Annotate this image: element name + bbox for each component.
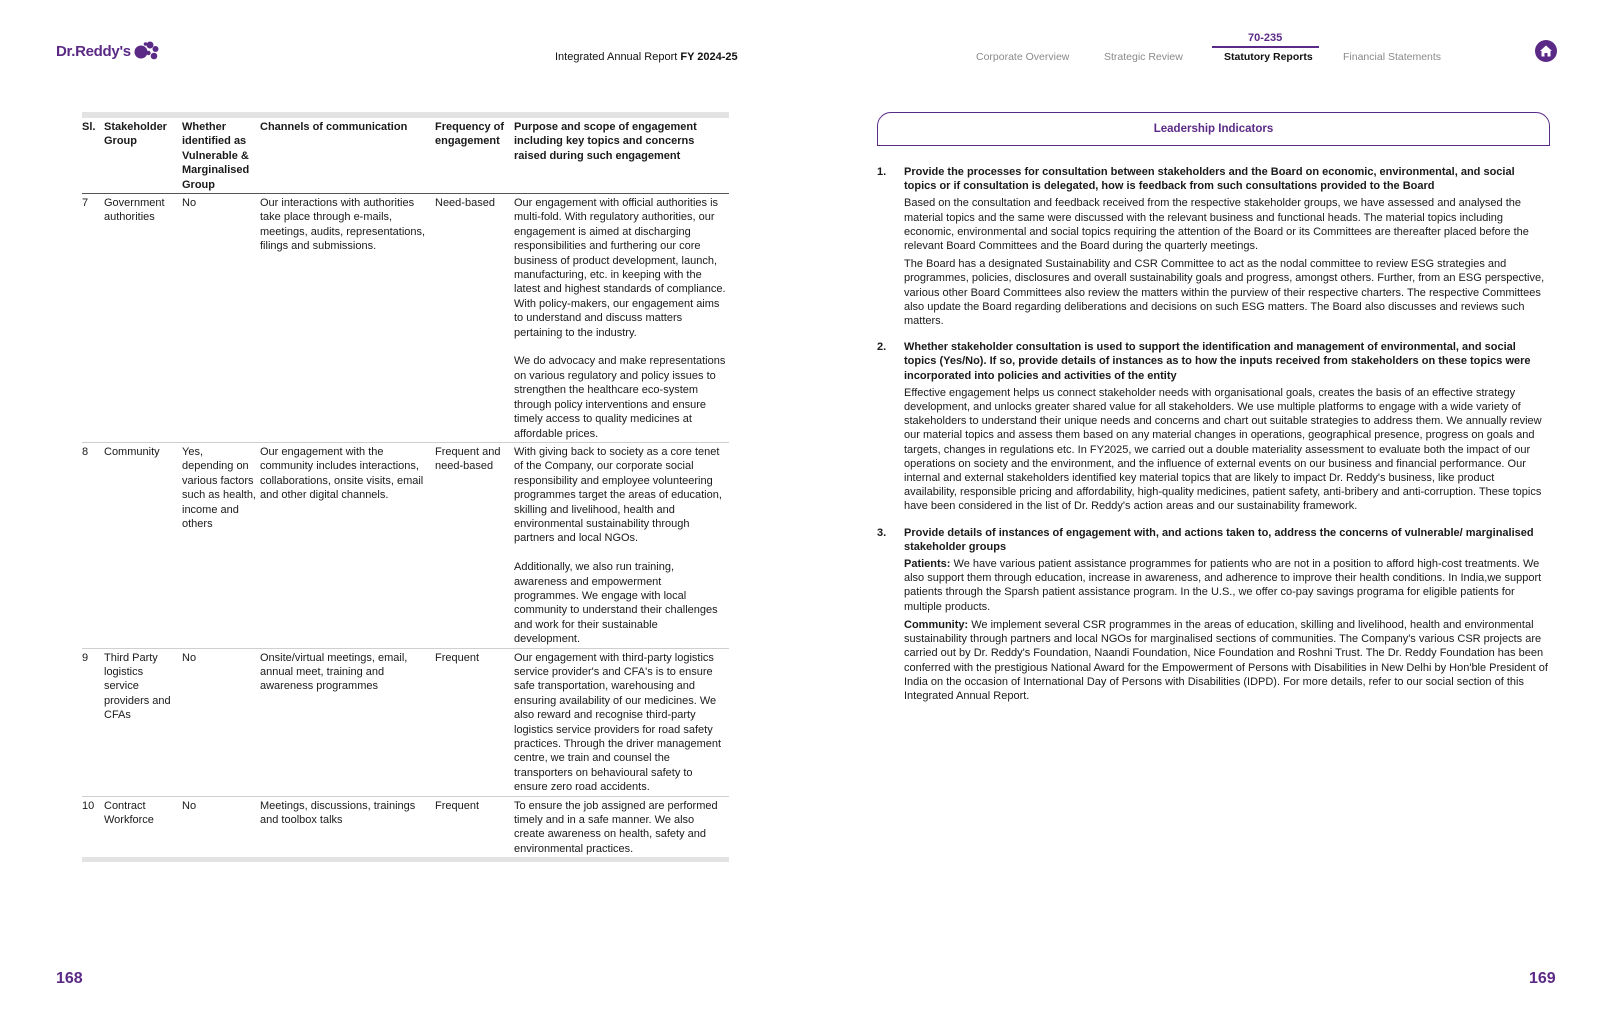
- table-header-row: [82, 118, 729, 194]
- active-tab-indicator: [1212, 46, 1319, 48]
- cell-frequency: Frequent: [435, 799, 480, 812]
- purpose-para-1: Our engagement with official authorities is multi-fold. With regulatory authorities, our engagement is aimed at discharging responsibilities and furthering our core business of product development, launch, manufacturing, etc. in keeping with the latest and highest standards of compliance. With policy-makers, our engagement aims to understand and discuss matters pertaining to the industry.: [514, 197, 726, 339]
- home-button[interactable]: [1535, 40, 1557, 62]
- table-row: [82, 796, 729, 857]
- cell-frequency: Need-based: [435, 197, 495, 210]
- cell-frequency: Frequent: [435, 651, 480, 664]
- cell-frequency: Frequent and need-based: [435, 445, 501, 473]
- community-label: Community:: [904, 618, 969, 631]
- community-text: We implement several CSR programmes in the areas of education, skilling and livelihood, health and environmental sustainability through partners and local NGOs for marginalised sections of communities. The Company's various CSR projects are carried out by Dr. Reddy's Foundation, Naandi Foundation, Nice Foundation and Roshni Trust. The Dr. Reddy Foundation has been conferred with the prestigious National Award for the Empowerment of Persons with Disabilities in New Delhi by Hon'ble President of India on the occasion of International Day of Persons with Disabilities (IDPD). For more details, refer to our social section of this Integrated Annual Report.: [904, 618, 1548, 702]
- purpose-para-1: Our engagement with third-party logistics service provider's and CFA's is to ensure safe transportation, warehousing and ensuring availability of our medicines. We also reward and recognise third-party logistics service providers for road safety practices. Through the driver management centre, we train and counsel the transporters on behavioural safety to ensure zero road accidents.: [514, 651, 722, 794]
- question-3: [877, 526, 1550, 707]
- cell-purpose: [514, 194, 729, 443]
- header-purpose: Purpose and scope of engagement including key topics and concerns raised during such engagement: [514, 121, 697, 162]
- cell-vulnerable: Yes, depending on various factors such as health, income and others: [182, 445, 256, 530]
- cell-purpose: [514, 648, 729, 796]
- cell-sl: 8: [82, 445, 89, 458]
- patients-paragraph: [904, 557, 1550, 614]
- right-page-number: 169: [1529, 970, 1556, 987]
- question-title: Whether stakeholder consultation is used to support the identification and management of environmental, and social topics (Yes/No). If so, provide details of instances as to how the inputs received from stakeholders on these topics were incorporated into policies and activities of the entity: [904, 341, 1531, 382]
- table-row: [82, 442, 729, 648]
- cell-sl: 7: [82, 197, 89, 210]
- cell-sl: 9: [82, 651, 89, 664]
- cell-channels: Onsite/virtual meetings, email, annual meet, training and awareness programmes: [260, 651, 408, 693]
- answer-paragraph: Based on the consultation and feedback received from the respective stakeholder groups, we have assessed and analysed the material topics and the same were discussed with the relevant business and functional heads. The material topics including economic, environmental and social topics requiring the attention of the Board or its Committees are thereafter placed before the relevant Board Committees and the Board during the quarterly meetings.: [904, 197, 1529, 253]
- answer-paragraph: The Board has a designated Sustainability and CSR Committee to act as the nodal committee to review ESG strategies and programmes, policies, disclosures and overall sustainability goals and progress, amongst others. Further, from an ESG perspective, various other Board Committees also review the matters within the purview of their respective charters. The respective Committees also update the Board regarding deliberations and decisions on such ESG matters. The Board also discusses and reviews such matters.: [904, 258, 1545, 328]
- report-title: Integrated Annual Report FY 2024-25: [555, 51, 738, 63]
- nav-financial-statements[interactable]: Financial Statements: [1343, 51, 1442, 63]
- question-1: [877, 165, 1550, 332]
- table-bottom-rule: [82, 857, 729, 862]
- nav-strategic-review[interactable]: Strategic Review: [1104, 51, 1183, 63]
- patients-text: We have various patient assistance programmes for patients who are not in a position to afford high-cost treatments. We also support them through education, increase in awareness, and adherence to improve their health conditions. In India,we support patients through the Sparsh patient assistance program. In the U.S., we offer co-pay savings programa for eligible patients for multiple products.: [904, 558, 1542, 613]
- cell-group: Contract Workforce: [104, 799, 154, 827]
- cell-channels: Our interactions with authorities take place through e-mails, meetings, audits, representations, filings and submissions.: [260, 197, 426, 253]
- cell-group: Community: [104, 445, 160, 458]
- cell-vulnerable: No: [182, 197, 197, 210]
- left-page-number: 168: [56, 970, 83, 987]
- cell-group: Government authorities: [104, 197, 165, 224]
- logo-mark-icon: [134, 40, 160, 62]
- leadership-questions: [877, 165, 1550, 715]
- purpose-para-2: Additionally, we also run training, awareness and empowerment programmes. We engage with local community to understand their challenges and work for their sustainable development.: [514, 561, 718, 646]
- community-paragraph: [904, 618, 1550, 703]
- purpose-para-1: To ensure the job assigned are performed timely and in a safe manner. We also create awareness on health, safety and environmental practices.: [514, 799, 718, 855]
- question-number: 1.: [877, 166, 887, 178]
- cell-sl: 10: [82, 799, 95, 812]
- question-number: 2.: [877, 341, 887, 354]
- nav-corporate-overview[interactable]: Corporate Overview: [976, 51, 1070, 63]
- cell-channels: Our engagement with the community includes interactions, collaborations, onsite visits, email and other digital channels.: [260, 445, 424, 502]
- patients-label: Patients:: [904, 558, 951, 571]
- answer-paragraph: Effective engagement helps us connect stakeholder needs with organisational goals, creates the basis of an effective strategy development, and unlocks greater shared value for all stakeholders. We use multiple platforms to engage with a wide variety of stakeholders to understand their unique needs and concerns and chart out suitable strategies to address them. We annually review our material topics and assess them based on any material changes in operations, geographical presence, progress on goals and targets, changes in regulations etc. In FY2025, we carried out a double materiality assessment to evaluate both the impact of our operations on society and the environment, and the influence of external events on our business and financial performance. Our internal and external stakeholders identified key material topics that are likely to impact Dr. Reddy's business, like product availability, responsible pricing and affordability, high-quality medicines, patient safety, anti-bribery and anti-corruption. These topics have been considered in the list of Dr. Reddy's action areas and our sustainability framework.: [904, 386, 1542, 513]
- page-range: 70-235: [1248, 32, 1283, 44]
- cell-group: Third Party logistics service providers and CFAs: [104, 651, 171, 722]
- cell-vulnerable: No: [182, 799, 197, 812]
- question-title: Provide the processes for consultation between stakeholders and the Board on economic, environmental, and social topics or if consultation is delegated, how is feedback from such consultations provided to the Board: [904, 166, 1515, 193]
- company-logo[interactable]: [56, 40, 160, 62]
- logo-text: Dr.Reddy's: [56, 42, 131, 60]
- table-row: [82, 194, 729, 443]
- home-icon: [1539, 44, 1553, 58]
- purpose-para-1: With giving back to society as a core tenet of the Company, our corporate social responsibility and employee volunteering programmes target the areas of education, skilling and livelihood, health and environmental sustainability through partners and local NGOs.: [514, 445, 722, 545]
- stakeholder-table: [82, 112, 729, 862]
- cell-purpose: [514, 442, 729, 648]
- header-stakeholder-group: Stakeholder Group: [104, 121, 167, 148]
- table-row: [82, 648, 729, 796]
- cell-channels: Meetings, discussions, trainings and toolbox talks: [260, 799, 416, 827]
- header-sl: Sl.: [82, 121, 96, 133]
- header-vulnerable: Whether identified as Vulnerable & Marginalised Group: [182, 121, 250, 191]
- nav-statutory-reports[interactable]: Statutory Reports: [1224, 51, 1313, 63]
- header-frequency: Frequency of engagement: [435, 121, 505, 148]
- header-channels: Channels of communication: [260, 121, 408, 133]
- purpose-para-2: We do advocacy and make representations on various regulatory and policy issues to strengthen the healthcare eco-system through policy interventions and ensure timely access to quality medicines at affordable prices.: [514, 355, 726, 440]
- question-2: [877, 340, 1550, 517]
- question-title: Provide details of instances of engagement with, and actions taken to, address the concerns of vulnerable/ marginalised stakeholder groups: [904, 526, 1534, 553]
- cell-purpose: [514, 796, 729, 857]
- question-number: 3.: [877, 526, 887, 539]
- leadership-indicators-heading: Leadership Indicators: [877, 112, 1550, 146]
- cell-vulnerable: No: [182, 651, 197, 664]
